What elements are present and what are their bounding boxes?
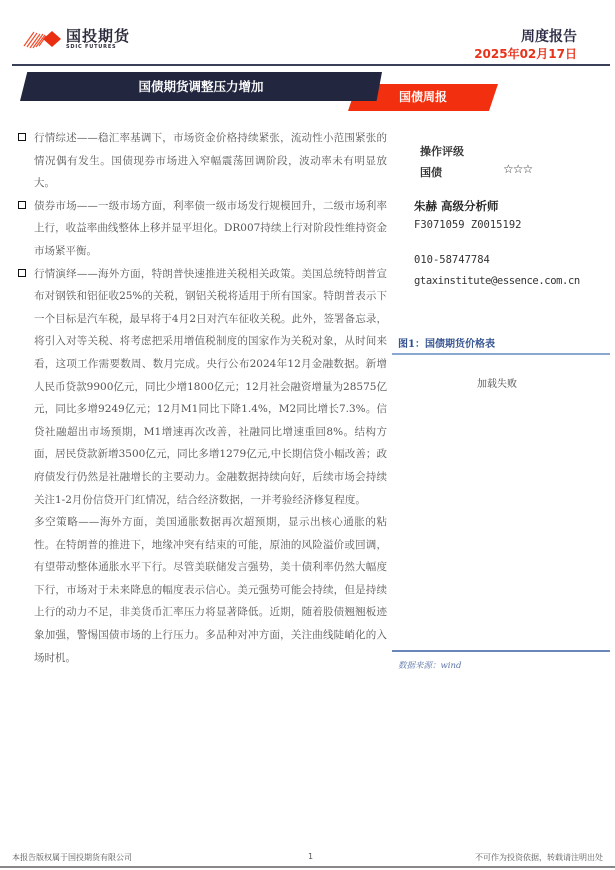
- figure-load-failed: 加载失败: [477, 379, 517, 390]
- square-bullet-icon: [18, 133, 26, 141]
- report-title: 国债期货调整压力增加: [138, 79, 264, 94]
- sdic-logo-icon: [22, 28, 62, 50]
- report-date: 2025年02月17日: [474, 47, 577, 61]
- figure-bottom-rule: [392, 650, 610, 652]
- rating-item: 国债: [420, 166, 442, 179]
- paragraph-market-deduction: 行情演绎——海外方面，特朗普快速推进关税相关政策。美国总统特朗普宣布对钢铁和铝征收25%的关税，钢铝关税将适用于所有国家。特朗普表示下一个目标是汽车税，最早将于4月2日对汽车征收关税。此外，签署备忘录，将引入对等关税、将考虑把采用增值税制度的国家作为关税对象，从时间来看，这项工作需要数周、数月完成。央行公布2024年12月金融数据。新增人民币贷款9900亿元，同比少增1800亿元；12月社会融资增量为28575亿元，同比多增9249亿元；12月M1同比下降1.4%，M2同比增长7.3%。信贷社融超出市场预期，M1增速再次改善，社融同比增速重回8%。结构方面，居民贷款新增3500亿元，同比多增1279亿元,中长期信贷小幅改善；政府债发行仍然是社融增长的主要动力。金融数据持续向好，后续市场会持续关注1-2月份信贷开门红情况，结合经济数据，一并考验经济修复程度。: [22, 263, 387, 512]
- figure-top-rule: [392, 353, 610, 355]
- page-number: 1: [308, 852, 314, 861]
- paragraph-strategy: 多空策略——海外方面，美国通胀数据再次超预期，显示出核心通胀的粘性。在特朗普的推进下，地缘冲突有结束的可能，原油的风险溢价或回调，有望带动整体通胀水平下行。尽管美联储发言强势，美十债利率仍然大幅度下行，市场对于未来降息的幅度表示信心。美元强势可能会持续，但是持续上行的动力不足，非美货币汇率压力将显著降低。近期，随着股债翘翘板迹象加强，警惕国债市场的上行压力。多品种对冲方面，关注曲线陡峭化的入场时机。: [34, 516, 387, 664]
- figure-source: 数据来源：wind: [398, 661, 462, 671]
- square-bullet-icon: [18, 269, 26, 277]
- figure-title: 图1：国债期货价格表: [398, 339, 495, 350]
- footer-disclaimer: 不可作为投资依据，转载请注明出处: [475, 853, 603, 862]
- header-divider: [12, 64, 610, 66]
- analyst-name: 朱赫 高级分析师: [414, 199, 499, 213]
- contact-phone: 010-58747784: [414, 254, 490, 266]
- footer-divider: [0, 866, 615, 868]
- report-body: [22, 127, 387, 669]
- company-logo: [22, 28, 130, 50]
- category-tag: 国债周报: [398, 90, 447, 104]
- logo-cn-text: 国投期货: [66, 27, 131, 45]
- square-bullet-icon: [18, 201, 26, 209]
- footer-copyright: 本报告版权属于国投期货有限公司: [12, 853, 132, 862]
- logo-en-text: SDIC FUTURES: [66, 44, 117, 50]
- star-rating-icon: ☆☆☆: [503, 162, 533, 176]
- figure-placeholder: [392, 356, 610, 642]
- paragraph-bond-market: 债券市场——一级市场方面，利率债一级市场发行规模回升，二级市场利率上行，收益率曲线整体上移并显平坦化。DR007持续上行对阶段性维持资金市场紧平衡。: [22, 195, 387, 263]
- contact-email[interactable]: gtaxinstitute@essence.com.cn: [414, 275, 580, 287]
- analyst-license: F3071059 Z0015192: [414, 219, 522, 231]
- paragraph-market-summary: 行情综述——稳汇率基调下，市场资金价格持续紧张，流动性小范围紧张的情况偶有发生。国债现券市场进入窄幅震荡回调阶段，波动率未有明显放大。: [22, 127, 387, 195]
- report-type: 周度报告: [521, 29, 577, 45]
- rating-title: 操作评级: [420, 145, 464, 158]
